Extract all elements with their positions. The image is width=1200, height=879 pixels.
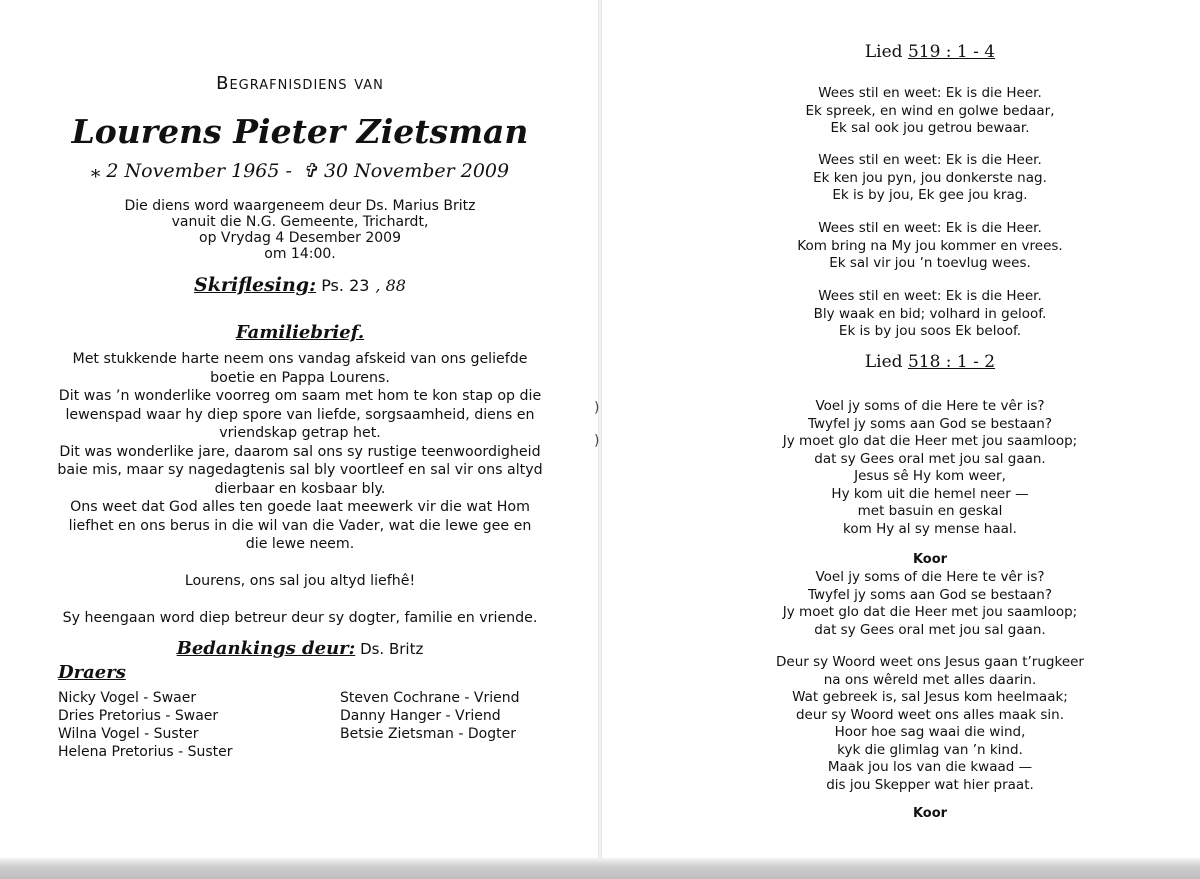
scripture-reading xyxy=(0,274,600,296)
verse-line: Twyfel jy soms aan God se bestaan? xyxy=(807,415,1052,432)
bedankings-value: Ds. Britz xyxy=(360,640,424,658)
list-item: Wilna Vogel - Suster xyxy=(58,726,199,742)
verse-line: na ons wêreld met alles daarin. xyxy=(823,671,1037,688)
birth-date: 2 November 1965 - xyxy=(106,160,292,182)
verse-line: met basuin en geskal xyxy=(857,503,1003,519)
hymn-2-verse-1 xyxy=(730,398,1130,538)
letter-line: boetie en Pappa Lourens. xyxy=(210,369,390,386)
verse-line: Jy moet glo dat die Heer met jou saamloop; xyxy=(782,604,1078,620)
list-item: Steven Cochrane - Vriend xyxy=(340,690,520,706)
skriflesing-label: Skriflesing: xyxy=(194,274,317,296)
letter-line: vriendskap getrap het. xyxy=(219,425,381,441)
verse-line: dis jou Skepper wat hier praat. xyxy=(826,776,1034,793)
letter-line: baie mis, maar sy nagedagtenis sal bly voortleef en sal vir ons altyd xyxy=(57,462,543,478)
death-date: 30 November 2009 xyxy=(323,160,510,182)
hymn-1-title xyxy=(760,42,1100,62)
scan-mark: ) xyxy=(594,433,600,449)
verse-line: Maak jou los van die kwaad — xyxy=(827,759,1033,775)
draers-heading: Draers xyxy=(58,662,126,683)
verse-line: Wees stil en weet: Ek is die Heer. xyxy=(818,85,1042,101)
letter-line: liefhet en ons berus in die wil van die Vader, wat die lewe gee en xyxy=(68,517,532,534)
life-dates xyxy=(0,160,600,182)
hymn-2-verse-2 xyxy=(730,654,1130,794)
list-item: Nicky Vogel - Swaer xyxy=(58,690,197,706)
letter-line: Dit was wonderlike jare, daarom sal ons sy rustige teenwoordigheid xyxy=(59,443,541,460)
letter-line: die lewe neem. xyxy=(245,536,355,552)
hymn-2-label: Lied xyxy=(864,352,903,372)
verse-line: Voel jy soms of die Here te vêr is? xyxy=(815,569,1045,585)
hymn-1-verse-4 xyxy=(730,288,1130,341)
service-details xyxy=(0,198,600,262)
verse-line: Ek spreek, en wind en golwe bedaar, xyxy=(805,102,1055,119)
verse-line: Ek sal ook jou getrou bewaar. xyxy=(830,120,1030,136)
pallbearers-col-2 xyxy=(340,689,520,743)
verse-line: kyk die glimlag van ’n kind. xyxy=(837,741,1023,758)
verse-line: Bly waak en bid; volhard in geloof. xyxy=(813,305,1047,322)
verse-line: Voel jy soms of die Here te vêr is? xyxy=(815,398,1045,414)
verse-line: Jy moet glo dat die Heer met jou saamloop; xyxy=(782,433,1078,449)
list-item: Helena Pretorius - Suster xyxy=(58,744,233,760)
verse-line: deur sy Woord weet ons alles maak sin. xyxy=(795,706,1065,723)
chorus xyxy=(730,569,1130,639)
chorus-label: Koor xyxy=(912,552,948,567)
service-line: op Vrydag 4 Desember 2009 xyxy=(199,230,401,246)
skriflesing-handwritten: , 88 xyxy=(375,276,406,295)
verse-line: Deur sy Woord weet ons Jesus gaan t’rugkeer xyxy=(776,654,1084,670)
bedankings-label: Bedankings deur: xyxy=(176,638,356,659)
service-heading: Begrafnisdiens van xyxy=(216,73,384,94)
thanks-line xyxy=(0,638,600,659)
service-line: vanuit die N.G. Gemeente, Trichardt, xyxy=(171,214,429,230)
verse-line: Hoor hoe sag waai die wind, xyxy=(834,724,1026,740)
verse-line: Ek sal vir jou ’n toevlug wees. xyxy=(829,255,1031,271)
verse-line: Wees stil en weet: Ek is die Heer. xyxy=(818,152,1042,168)
verse-line: kom Hy al sy mense haal. xyxy=(843,520,1017,537)
letter-line: Dit was ’n wonderlike voorreg om saam met hom te kon stap op die xyxy=(58,388,542,404)
verse-line: Wat gebreek is, sal Jesus kom heelmaak; xyxy=(792,689,1068,705)
letter-line: dierbaar en kosbaar bly. xyxy=(214,480,386,497)
familiebrief-text xyxy=(30,350,570,628)
birth-star-icon: ⁎ xyxy=(90,160,101,182)
list-item: Dries Pretorius - Swaer xyxy=(58,708,219,724)
death-cross-icon: ✞ xyxy=(301,160,318,182)
verse-line: Twyfel jy soms aan God se bestaan? xyxy=(807,586,1052,603)
list-item: Danny Hanger - Vriend xyxy=(340,708,501,724)
letter-line: lewenspad waar hy diep spore van liefde, sorgsaamheid, diens en xyxy=(65,406,535,423)
verse-line: Jesus sê Hy kom weer, xyxy=(854,468,1006,484)
verse-line: Wees stil en weet: Ek is die Heer. xyxy=(818,288,1042,304)
verse-line: Hy kom uit die hemel neer — xyxy=(831,485,1029,502)
deceased-name: Lourens Pieter Zietsman xyxy=(71,112,529,151)
verse-line: dat sy Gees oral met jou sal gaan. xyxy=(814,621,1046,638)
letter-line: Lourens, ons sal jou altyd liefhê! xyxy=(184,573,416,589)
skriflesing-value: Ps. 23 xyxy=(321,276,370,295)
familiebrief-heading: Familiebrief. xyxy=(235,322,365,343)
hymn-1-verse-3 xyxy=(730,220,1130,273)
verse-line: Ek is by jou, Ek gee jou krag. xyxy=(832,187,1028,203)
hymn-1-number: 519 : 1 - 4 xyxy=(907,42,996,62)
verse-line: dat sy Gees oral met jou sal gaan. xyxy=(814,450,1046,467)
verse-line: Ek is by jou soos Ek beloof. xyxy=(838,323,1022,339)
letter-line xyxy=(30,554,570,573)
service-line: Die diens word waargeneem deur Ds. Marius Britz xyxy=(124,198,476,214)
letter-line: Met stukkende harte neem ons vandag afskeid van ons geliefde xyxy=(72,351,528,367)
pallbearers-col-1 xyxy=(58,689,233,761)
letter-line: Sy heengaan word diep betreur deur sy dogter, familie en vriende. xyxy=(62,610,538,626)
verse-line: Ek ken jou pyn, jou donkerste nag. xyxy=(813,169,1047,186)
hymn-1-label: Lied xyxy=(864,42,903,62)
verse-line: Wees stil en weet: Ek is die Heer. xyxy=(818,220,1042,236)
list-item: Betsie Zietsman - Dogter xyxy=(340,726,516,742)
verse-line: Kom bring na My jou kommer en vrees. xyxy=(797,237,1063,254)
hymn-2-title xyxy=(760,352,1100,372)
letter-line xyxy=(30,591,570,610)
hymn-2-number: 518 : 1 - 2 xyxy=(907,352,996,372)
scan-mark: ) xyxy=(594,400,600,416)
service-line: om 14:00. xyxy=(264,246,336,262)
hymn-1-verse-2 xyxy=(730,152,1130,205)
hymn-1-verse-1 xyxy=(730,85,1130,138)
letter-line: Ons weet dat God alles ten goede laat meewerk vir die wat Hom xyxy=(70,499,530,515)
chorus-label-end: Koor xyxy=(912,806,948,821)
